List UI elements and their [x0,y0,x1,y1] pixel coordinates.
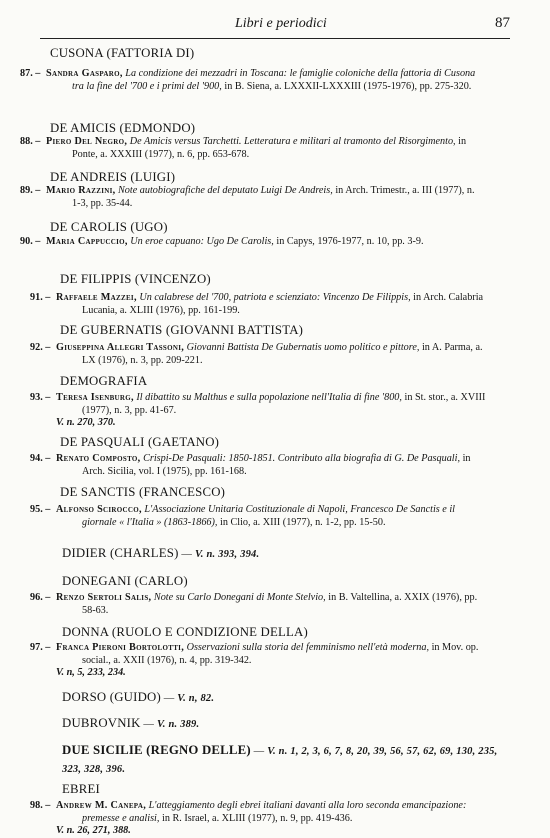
bibliography-entry [20,185,480,210]
bibliography-entry [20,136,480,161]
cross-reference: V. n. 26, 271, 388. [56,825,131,837]
bibliography-entry [30,800,490,838]
bibliography-entry [30,292,490,317]
entry-text [56,292,490,317]
section-heading: DEMOGRAFIA [60,374,148,388]
entry-number: 97. – [30,642,51,653]
cross-reference: V. n. 393, 394. [194,549,260,560]
entry-source: in R. Israel, a. XLIII (1977), n. 9, pp. 419-436. [161,812,353,824]
entry-text [46,185,480,210]
heading-label: DIDIER (CHARLES) [62,546,179,560]
bibliography-entry [20,68,480,93]
entry-title: Il dibattito su Malthus e sulla popolazione nell'Italia di fine '800, [136,392,402,403]
cross-reference: V. n, 82. [177,693,215,704]
entry-text [56,392,490,417]
entry-text [46,136,480,161]
heading-label: DUBROVNIK [62,716,141,730]
entry-source: in Arch. Trimestr., a. III (1977), n. 1-3, pp. 35-44. [72,185,475,209]
entry-number: 92. – [30,342,51,353]
entry-author: Franca Pieroni Bortolotti, [56,642,185,653]
heading-label: DUE SICILIE (REGNO DELLE) [62,743,251,757]
entry-source: in Arch. Calabria Lucania, a. XLIII (1976), pp. 161-199. [82,292,484,316]
page-header [40,14,510,39]
entry-source: in B. Siena, a. LXXXII-LXXXIII (1975-1976), pp. 275-320. [224,80,472,92]
entry-title: Note autobiografiche del deputato Luigi De Andreis, [118,185,333,196]
entry-source: in Mov. op. social., a. XXII (1976), n. 4, pp. 319-342. [82,642,479,666]
section-heading: DE AMICIS (EDMONDO) [50,121,196,135]
entry-title: Osservazioni sulla storia del femminismo nell'età moderna, [186,642,430,653]
heading-label: DORSO (GUIDO) [62,690,161,704]
entry-source: in Ponte, a. XXXIII (1977), n. 6, pp. 653-678. [72,136,467,160]
cross-reference: V. n. 389. [156,719,200,730]
entry-title: L'Associazione Unitaria Costituzionale di Napoli, Francesco De Sanctis e il giornale « l'Italia » (1863-1866), [82,504,456,528]
entry-title: Crispi-De Pasquali: 1850-1851. Contributo alla biografia di G. De Pasquali, [143,453,461,464]
bibliography-entry [30,392,490,430]
running-title: Libri e periodici [235,16,327,31]
entry-number: 91. – [30,292,51,303]
section-heading: DONNA (RUOLO E CONDIZIONE DELLA) [62,625,308,639]
entry-number: 88. – [20,136,41,147]
entry-number: 96. – [30,592,51,603]
entry-text [46,236,480,249]
entry-author: Renato Composto, [56,453,141,464]
section-heading: DE CAROLIS (UGO) [50,220,168,234]
entry-author: Andrew M. Canepa, [56,800,147,811]
section-heading: DE PASQUALI (GAETANO) [60,435,220,449]
section-heading: DUE SICILIE (REGNO DELLE) — V. n. 1, 2, 3, 6, 7, 8, 20, 39, 56, 57, 62, 69, 130, 235, 323, 328, 396. [62,743,498,775]
entry-number: 89. – [20,185,41,196]
entry-number: 87. – [20,68,41,79]
entry-author: Giuseppina Allegri Tassoni, [56,342,185,353]
entry-source: in A. Parma, a. LX (1976), n. 3, pp. 209-221. [82,342,483,366]
entry-title: Note su Carlo Donegani di Monte Stelvio, [153,592,326,603]
entry-source: in Arch. Sicilia, vol. I (1975), pp. 161-168. [82,453,471,477]
entry-text [56,592,490,617]
section-heading: EBREI [62,782,100,796]
bibliography-entry [30,342,490,367]
cross-reference: V. n. 1, 2, 3, 6, 7, 8, 20, 39, 56, 57, 62, 69, 130, 235, 323, 328, 396. [62,746,498,775]
entry-number: 90. – [20,236,41,247]
entry-title: De Amicis versus Tarchetti. Letteratura e militari al tramonto del Risorgimento, [129,136,456,147]
entry-text [46,68,480,93]
entry-text [56,800,490,825]
entry-title: Giovanni Battista De Gubernatis uomo politico e pittore, [186,342,420,353]
cross-reference: V. n, 5, 233, 234. [56,667,126,679]
entry-author: Mario Razzini, [46,185,116,196]
section-heading: DORSO (GUIDO) — V. n, 82. [62,690,215,704]
bibliography-entry [20,236,480,249]
section-heading: DONEGANI (CARLO) [62,574,188,588]
entry-title: L'atteggiamento degli ebrei italiani davanti alla loro seconda emancipazione: premesse e analisi, [82,800,467,824]
entry-author: Teresa Isenburg, [56,392,134,403]
page-number: 87 [495,15,510,31]
entry-author: Sandra Gasparo, [46,68,123,79]
bibliography-entry [30,642,490,680]
bibliography-entry [30,592,490,617]
section-heading: DE FILIPPIS (VINCENZO) [60,272,211,286]
entry-text [56,342,490,367]
entry-author: Renzo Sertoli Salis, [56,592,152,603]
entry-number: 93. – [30,392,51,403]
entry-title: Un eroe capuano: Ugo De Carolis, [130,236,274,247]
section-heading: DUBROVNIK — V. n. 389. [62,716,200,730]
cross-reference: V. n. 270, 370. [56,417,116,429]
section-heading: CUSONA (FATTORIA DI) [50,46,195,60]
bibliography-entry [30,453,490,478]
entry-author: Alfonso Scirocco, [56,504,142,515]
section-heading: DIDIER (CHARLES) — V. n. 393, 394. [62,546,260,560]
entry-title: Un calabrese del '700, patriota e scienziato: Vincenzo De Filippis, [139,292,411,303]
entry-source: in St. stor., a. XVIII (1977), n. 3, pp. 41-67. [82,392,486,416]
entry-source: in Clio, a. XIII (1977), n. 1-2, pp. 15-50. [220,516,386,528]
section-heading: DE GUBERNATIS (GIOVANNI BATTISTA) [60,323,304,337]
entry-author: Maria Cappuccio, [46,236,128,247]
entry-text [56,504,490,529]
entry-author: Raffaele Mazzei, [56,292,137,303]
entry-number: 94. – [30,453,51,464]
entry-number: 98. – [30,800,51,811]
section-heading: DE SANCTIS (FRANCESCO) [60,485,226,499]
entry-author: Piero Del Negro, [46,136,128,147]
entry-text [56,453,490,478]
entry-text [56,642,490,667]
entry-title: La condizione dei mezzadri in Toscana: le famiglie coloniche della fattoria di Cusona tra la fine del '700 e i primi del '900, [72,68,476,92]
entry-source: in B. Valtellina, a. XXIX (1976), pp. 58-63. [82,592,478,616]
entry-source: in Capys, 1976-1977, n. 10, pp. 3-9. [276,236,424,247]
bibliography-entry [30,504,490,529]
entry-number: 95. – [30,504,51,515]
section-heading: DE ANDREIS (LUIGI) [50,170,176,184]
